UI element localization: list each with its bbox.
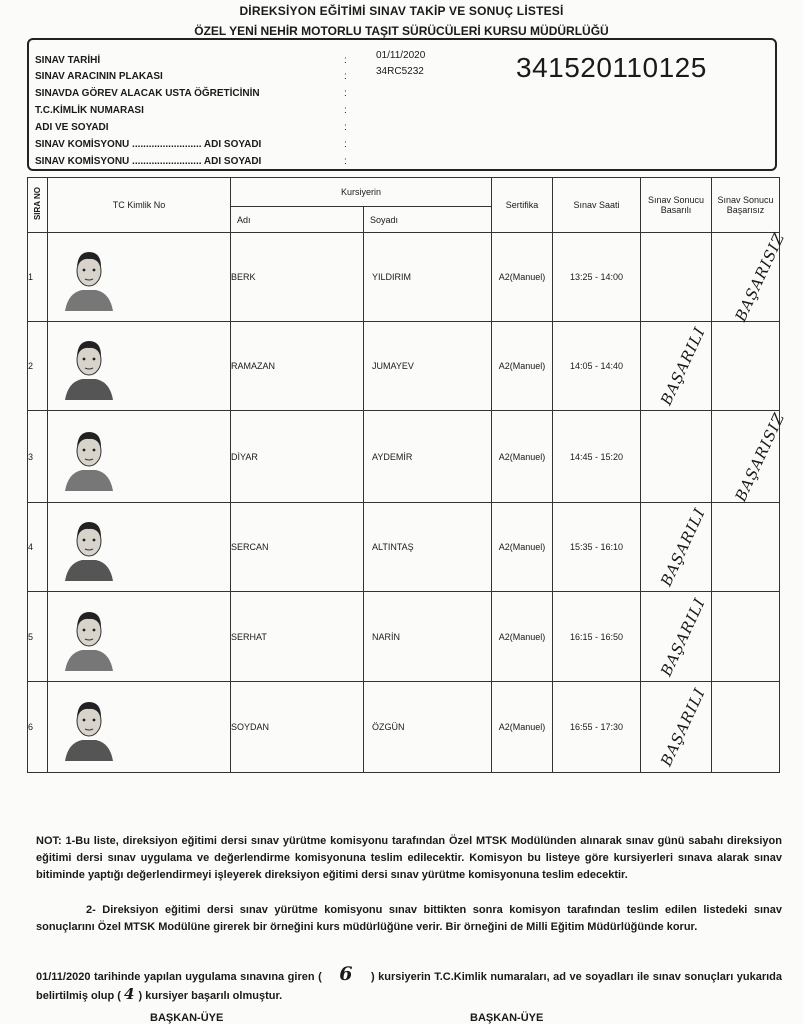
exam-number: 341520110125 <box>516 52 707 83</box>
table-row <box>28 233 780 322</box>
row-number: 6 <box>28 682 48 773</box>
table-row <box>28 592 780 682</box>
info-colon: : <box>344 122 347 133</box>
photo-cell <box>48 592 231 682</box>
note-2: 2- Direksiyon eğitimi dersi sınav yürütme komisyonu sınav bittikten sonra komisyon tarafından teslim edilen listedeki sınav sonuçlarını Özel MTSK Modülüne girerek bir örneğini kurs müdürlüğüne verir. Bir örneğini de Milli Eğitim Müdürlüğünde korur. <box>36 904 782 933</box>
result-passed-cell <box>641 233 712 322</box>
header-soyadi: Soyadı <box>364 207 492 233</box>
exam-time: 13:25 - 14:00 <box>553 233 641 322</box>
student-first-name: SERHAT <box>231 592 364 682</box>
student-first-name: SERCAN <box>231 503 364 592</box>
result-failed-cell <box>712 592 780 682</box>
result-failed-cell <box>712 409 789 504</box>
info-colon: : <box>344 139 347 150</box>
info-colon: : <box>344 55 347 66</box>
student-first-name: SOYDAN <box>231 682 364 773</box>
info-label: T.C.KİMLİK NUMARASI <box>35 105 144 116</box>
table-row <box>28 411 780 503</box>
result-passed-handwriting: BAŞARILI <box>657 685 709 769</box>
header-tc-kimlik: TC Kimlik No <box>48 178 231 233</box>
info-colon: : <box>344 88 347 99</box>
row-number: 2 <box>28 322 48 411</box>
result-passed-cell <box>641 322 712 411</box>
result-passed-cell <box>641 592 712 682</box>
info-colon: : <box>344 156 347 167</box>
student-photo <box>60 601 118 671</box>
result-passed-cell <box>641 682 712 773</box>
result-failed-cell <box>712 503 780 592</box>
student-last-name: NARİN <box>364 592 492 682</box>
exam-info-box <box>27 38 777 171</box>
school-name: ÖZEL YENİ NEHİR MOTORLU TAŞIT SÜRÜCÜLERİ KURSU MÜDÜRLÜĞÜ <box>194 24 609 38</box>
photo-cell <box>48 682 231 773</box>
header-sinav-saati: Sınav Saati <box>553 178 641 233</box>
info-label: SINAV KOMİSYONU ......................... ADI SOYADI <box>35 139 262 150</box>
student-photo <box>60 691 118 761</box>
document-title: DİREKSİYON EĞİTİMİ SINAV TAKİP VE SONUÇ LİSTESİ <box>239 4 564 18</box>
row-number: 3 <box>28 411 48 503</box>
certificate-class: A2(Manuel) <box>492 503 553 592</box>
row-number: 5 <box>28 592 48 682</box>
student-photo <box>60 330 118 400</box>
result-passed-handwriting: BAŞARILI <box>657 324 709 408</box>
student-photo <box>60 421 118 491</box>
exam-time: 14:45 - 15:20 <box>553 411 641 503</box>
info-label: SINAVDA GÖREV ALACAK USTA ÖĞRETİCİNİN <box>35 88 260 99</box>
exam-time: 16:15 - 16:50 <box>553 592 641 682</box>
photo-cell <box>48 411 231 503</box>
photo-cell <box>48 503 231 592</box>
photo-cell <box>48 322 231 411</box>
signature-right: BAŞKAN-ÜYE <box>470 1012 544 1024</box>
summary-statement: 01/11/2020 tarihinde yapılan uygulama sınavına giren ( 6 ) kursiyerin T.C.Kimlik numaraları, ad ve soyadları ile sınav sonuçları yukarıda belirtilmiş olup ( 4 ) kursiyer başarılı olmuştur. <box>36 963 783 1003</box>
photo-cell <box>48 233 231 322</box>
result-failed-cell <box>712 229 789 325</box>
result-passed-cell <box>641 411 712 503</box>
header-adi: Adı <box>231 207 364 233</box>
result-failed-handwriting: BAŞARISIZ <box>731 409 789 504</box>
certificate-class: A2(Manuel) <box>492 592 553 682</box>
student-photo <box>60 511 118 581</box>
student-first-name: BERK <box>231 233 364 322</box>
row-number: 1 <box>28 233 48 322</box>
certificate-class: A2(Manuel) <box>492 322 553 411</box>
exam-time: 16:55 - 17:30 <box>553 682 641 773</box>
header-kursiyerin: Kursiyerin <box>231 178 492 207</box>
header-basarili: Sınav Sonucu Basarılı <box>641 178 712 233</box>
table-row <box>28 682 780 773</box>
student-photo <box>60 241 118 311</box>
student-last-name: YILDIRIM <box>364 233 492 322</box>
table-row <box>28 503 780 592</box>
student-first-name: RAMAZAN <box>231 322 364 411</box>
certificate-class: A2(Manuel) <box>492 233 553 322</box>
student-last-name: AYDEMİR <box>364 411 492 503</box>
table-row <box>28 322 780 411</box>
summary-count: 6 <box>339 963 354 985</box>
result-failed-cell <box>712 322 780 411</box>
header-sertifika: Sertifika <box>492 178 553 233</box>
student-last-name: ÖZGÜN <box>364 682 492 773</box>
student-last-name: ALTINTAŞ <box>364 503 492 592</box>
info-label: SINAV TARİHİ <box>35 55 101 66</box>
note-1: NOT: 1-Bu liste, direksiyon eğitimi dersi sınav yürütme komisyonu tarafından Özel MTSK Modülünden alınarak sınav günü sabahı direksiyon eğitimi dersi sınav uygulama ve değerlendirme komisyonuna teslim edilecektir. Komisyon bu listeye göre kursiyerleri sınava alarak sınav bitiminde yaptığı değerlendirmeyi işleyerek direksiyon eğitimi dersi sınav yürütme komisyonuna teslim edecektir. <box>36 835 782 881</box>
result-failed-cell <box>712 682 780 773</box>
exam-time: 14:05 - 14:40 <box>553 322 641 411</box>
student-first-name: DİYAR <box>231 411 364 503</box>
info-value: 34RC5232 <box>376 66 424 77</box>
result-passed-cell <box>641 503 712 592</box>
result-passed-handwriting: BAŞARILI <box>657 594 709 679</box>
header-sira: SIRA NO <box>28 178 48 233</box>
signature-left: BAŞKAN-ÜYE <box>150 1012 224 1024</box>
result-passed-handwriting: BAŞARILI <box>657 505 709 589</box>
info-label: SINAV ARACININ PLAKASI <box>35 71 163 82</box>
exam-table <box>27 177 789 773</box>
info-colon: : <box>344 71 347 82</box>
result-failed-handwriting: BAŞARISIZ <box>731 229 789 325</box>
exam-time: 15:35 - 16:10 <box>553 503 641 592</box>
student-last-name: JUMAYEV <box>364 322 492 411</box>
summary-pass-count: 4 <box>124 985 136 1003</box>
header-basarisiz: Sınav Sonucu Başarısız <box>712 178 780 233</box>
info-label: ADI VE SOYADI <box>35 122 109 133</box>
certificate-class: A2(Manuel) <box>492 682 553 773</box>
info-label: SINAV KOMİSYONU ......................... ADI SOYADI <box>35 156 262 167</box>
info-value: 01/11/2020 <box>376 50 426 61</box>
certificate-class: A2(Manuel) <box>492 411 553 503</box>
info-colon: : <box>344 105 347 116</box>
row-number: 4 <box>28 503 48 592</box>
